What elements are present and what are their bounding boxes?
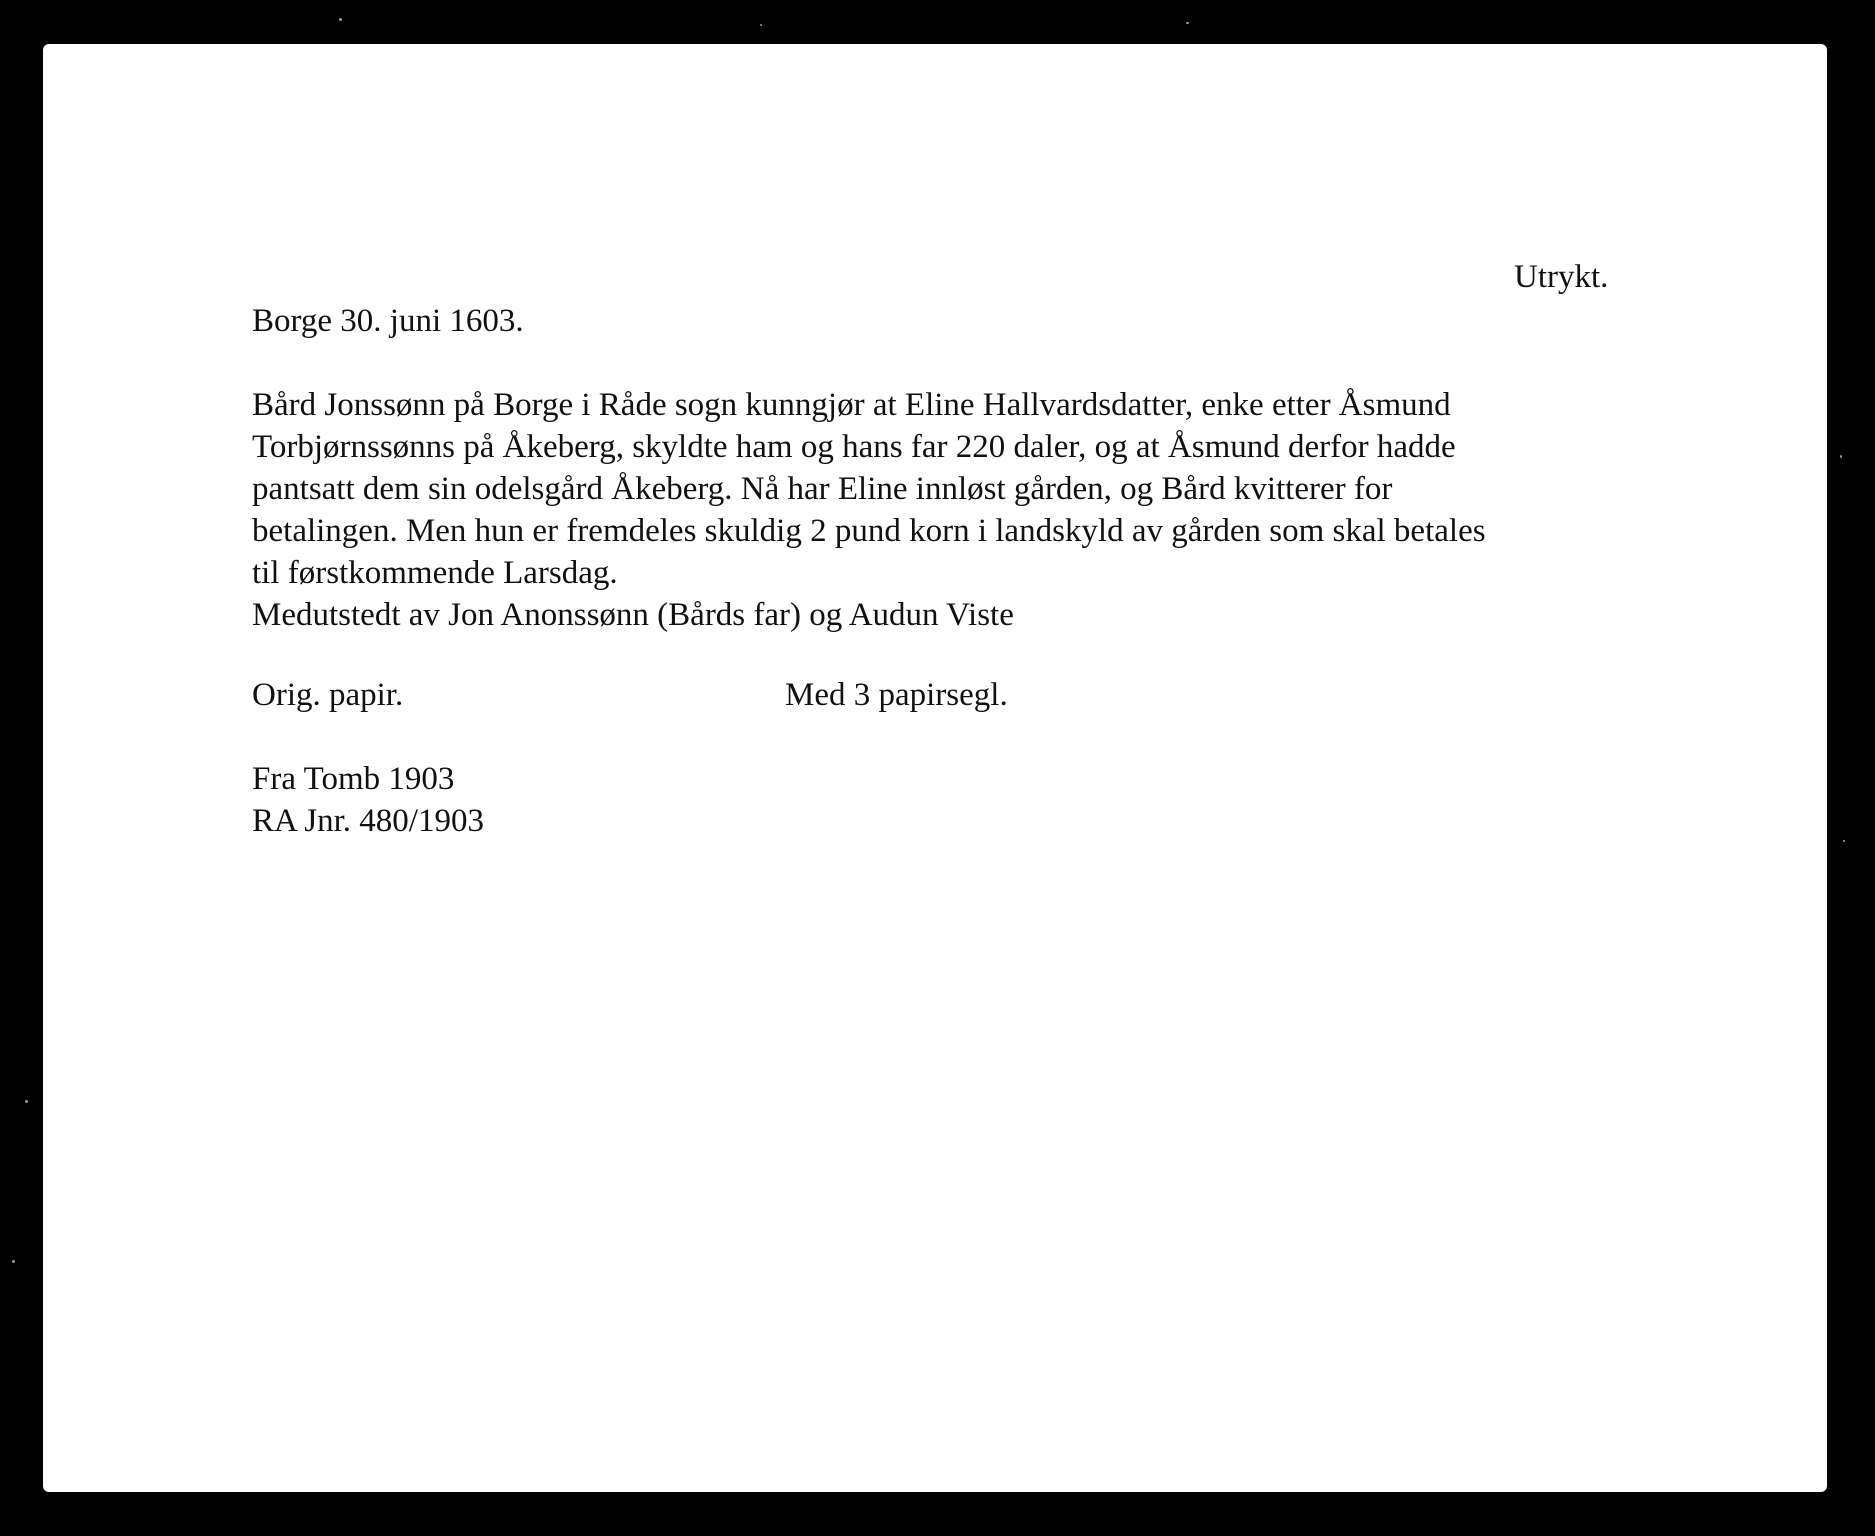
summary-line: Torbjørnssønns på Åkeberg, skyldte ham og hans far 220 daler, og at Åsmund derfor hadde [252, 429, 1456, 465]
dust-speck [760, 24, 762, 26]
dust-speck [1186, 22, 1189, 24]
status-note: Utrykt. [1514, 259, 1609, 295]
index-card [43, 44, 1827, 1492]
dust-speck [12, 1260, 15, 1263]
provenance-line: RA Jnr. 480/1903 [252, 803, 484, 839]
dust-speck [1840, 455, 1842, 458]
date-line: Borge 30. juni 1603. [252, 303, 524, 339]
dust-speck [25, 1100, 28, 1103]
provenance [252, 758, 484, 842]
summary-line: Bård Jonssønn på Borge i Råde sogn kunngjør at Eline Hallvardsdatter, enke etter Åsmund [252, 387, 1451, 423]
summary-line: betalingen. Men hun er fremdeles skuldig 2 pund korn i landskyld av gården som skal betales [252, 513, 1486, 549]
summary-line: Medutstedt av Jon Anonssønn (Bårds far) og Audun Viste [252, 597, 1014, 633]
summary-line: pantsatt dem sin odelsgård Åkeberg. Nå har Eline innløst gården, og Bård kvitterer for [252, 471, 1393, 507]
seal-note: Med 3 papirsegl. [785, 677, 1008, 713]
dust-speck [1843, 840, 1845, 842]
provenance-line: Fra Tomb 1903 [252, 761, 455, 797]
summary-paragraph [252, 384, 1486, 636]
dust-speck [339, 18, 342, 21]
original-material: Orig. papir. [252, 677, 404, 713]
summary-line: til førstkommende Larsdag. [252, 555, 618, 591]
